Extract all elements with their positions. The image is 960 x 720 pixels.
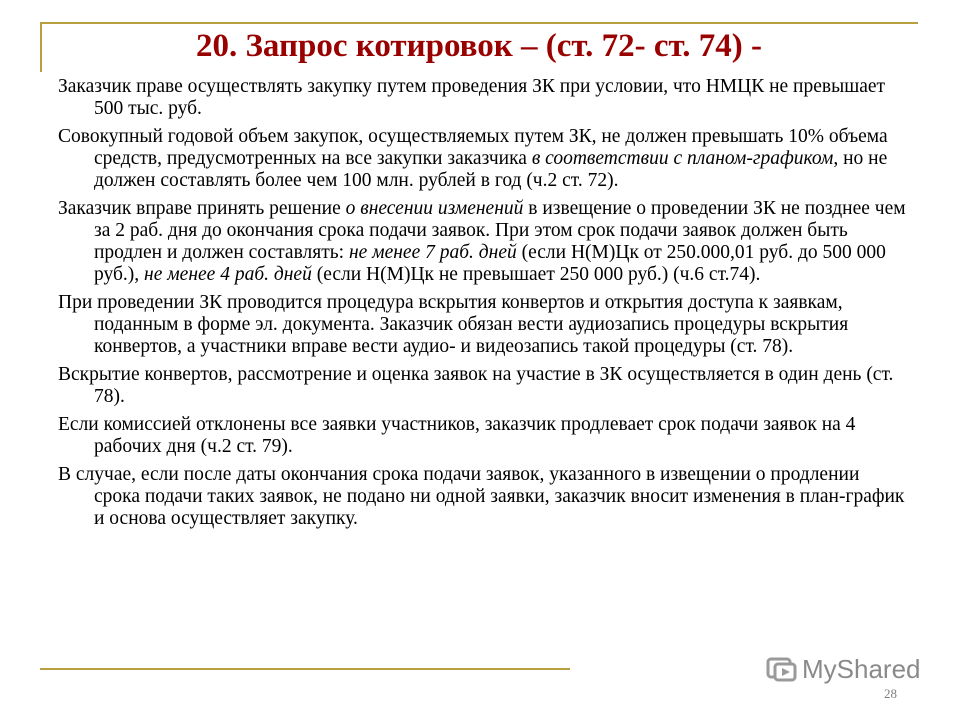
slide-title: 20. Запрос котировок – (ст. 72- ст. 74) - (196, 28, 762, 64)
paragraph-text: (если Н(М)Цк не превышает 250 000 руб.) (ч.6 ст.74). (311, 264, 761, 285)
paragraph-7 (58, 464, 908, 530)
emphasis-text: в соответствии с планом-графиком (531, 148, 834, 169)
paragraph-2 (58, 126, 908, 192)
paragraph-6 (58, 414, 908, 458)
frame-top-line (40, 22, 918, 24)
watermark (766, 652, 921, 686)
emphasis-text: о внесении изменений (345, 198, 524, 219)
paragraph-5 (58, 364, 908, 408)
slide-body (58, 76, 908, 536)
paragraph-text: Заказчик праве осуществлять закупку путем проведения ЗК при условии, что НМЦК не превышает 500 тыс. руб. (58, 76, 886, 119)
myshared-logo-icon (766, 654, 798, 684)
paragraph-text: Если комиссией отклонены все заявки участников, заказчик продлевает срок подачи заявок на 4 рабочих дня (ч.2 ст. 79). (58, 414, 856, 457)
paragraph-text: В случае, если после даты окончания срока подачи заявок, указанного в извещении о продлении срока подачи таких заявок, не подано ни одной заявки, заказчик вносит изменения в план-график и основа осуществляет закупку. (58, 464, 905, 529)
watermark-text: MyShared (802, 653, 921, 684)
paragraph-text: Вскрытие конвертов, рассмотрение и оценка заявок на участие в ЗК осуществляется в один день (ст. 78). (58, 364, 894, 407)
paragraph-text: , но не должен составлять более чем 100 млн. рублей в год (ч.2 ст. 72). (94, 148, 888, 191)
page-number: 28 (884, 686, 897, 701)
paragraph-3 (58, 198, 908, 286)
frame-bottom-line (40, 668, 570, 670)
paragraph-text: Совокупный годовой объем закупок, осуществляемых путем ЗК, не должен превышать 10% объема средств, предусмотренных на все закупки заказчика (58, 126, 888, 169)
paragraph-text: в извещение о проведении ЗК не позднее чем за 2 раб. дня до окончания срока подачи заявок. При этом срок подачи заявок должен быть продлен и должен составлять: (94, 198, 906, 263)
emphasis-text: не менее 7 раб. дней (348, 242, 517, 263)
paragraph-4 (58, 292, 908, 358)
emphasis-text: не менее 4 раб. дней (144, 264, 312, 285)
paragraph-text: Заказчик вправе принять решение (58, 198, 346, 219)
paragraph-1 (58, 76, 908, 120)
paragraph-text: (если Н(М)Цк от 250.000,01 руб. до 500 000 руб.), (94, 242, 886, 285)
paragraph-text: При проведении ЗК проводится процедура вскрытия конвертов и открытия доступа к заявкам, поданным в форме эл. документа. Заказчик обязан вести аудиозапись процедуры вскрытия конвертов, а участники вправе вести аудио- и видеозапись такой процедуры (ст. 78). (58, 292, 849, 357)
